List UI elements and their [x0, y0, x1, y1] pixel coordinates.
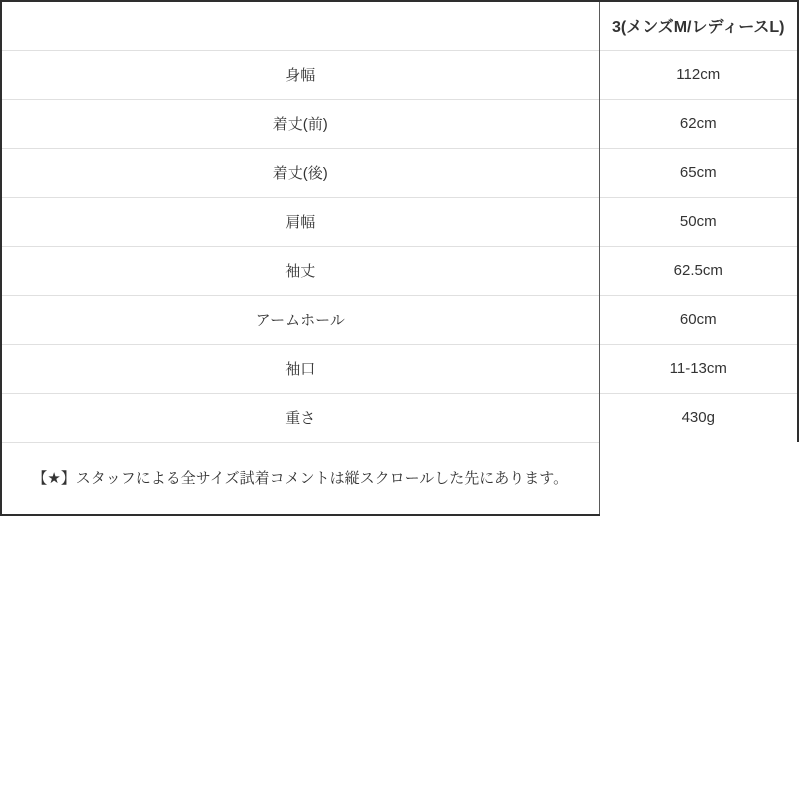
table-row	[1, 246, 798, 295]
measurement-value: 430g	[599, 393, 798, 442]
measurement-value: 11-13cm	[599, 344, 798, 393]
table-row	[1, 295, 798, 344]
measurement-label: 肩幅	[1, 197, 599, 246]
staff-fitting-note: 【★】スタッフによる全サイズ試着コメントは縦スクロールした先にあります。	[1, 442, 599, 515]
ghost-cell	[599, 442, 798, 515]
note-row	[1, 442, 798, 515]
measurement-value: 62.5cm	[599, 246, 798, 295]
measurement-label: 身幅	[1, 50, 599, 99]
table-row	[1, 344, 798, 393]
measurement-value: 65cm	[599, 148, 798, 197]
table-row	[1, 393, 798, 442]
measurement-value: 62cm	[599, 99, 798, 148]
size-column-header: 3(メンズM/レディースL)	[599, 1, 798, 50]
measurement-label: 袖丈	[1, 246, 599, 295]
header-row	[1, 1, 798, 50]
measurement-label: 袖口	[1, 344, 599, 393]
measurement-value: 60cm	[599, 295, 798, 344]
table-row	[1, 197, 798, 246]
table-row	[1, 99, 798, 148]
measurement-value: 50cm	[599, 197, 798, 246]
header-empty-cell	[1, 1, 599, 50]
table-row	[1, 148, 798, 197]
measurement-value: 112cm	[599, 50, 798, 99]
measurement-label: 着丈(前)	[1, 99, 599, 148]
measurement-label: アームホール	[1, 295, 599, 344]
measurement-label: 重さ	[1, 393, 599, 442]
table-row	[1, 50, 798, 99]
measurement-label: 着丈(後)	[1, 148, 599, 197]
